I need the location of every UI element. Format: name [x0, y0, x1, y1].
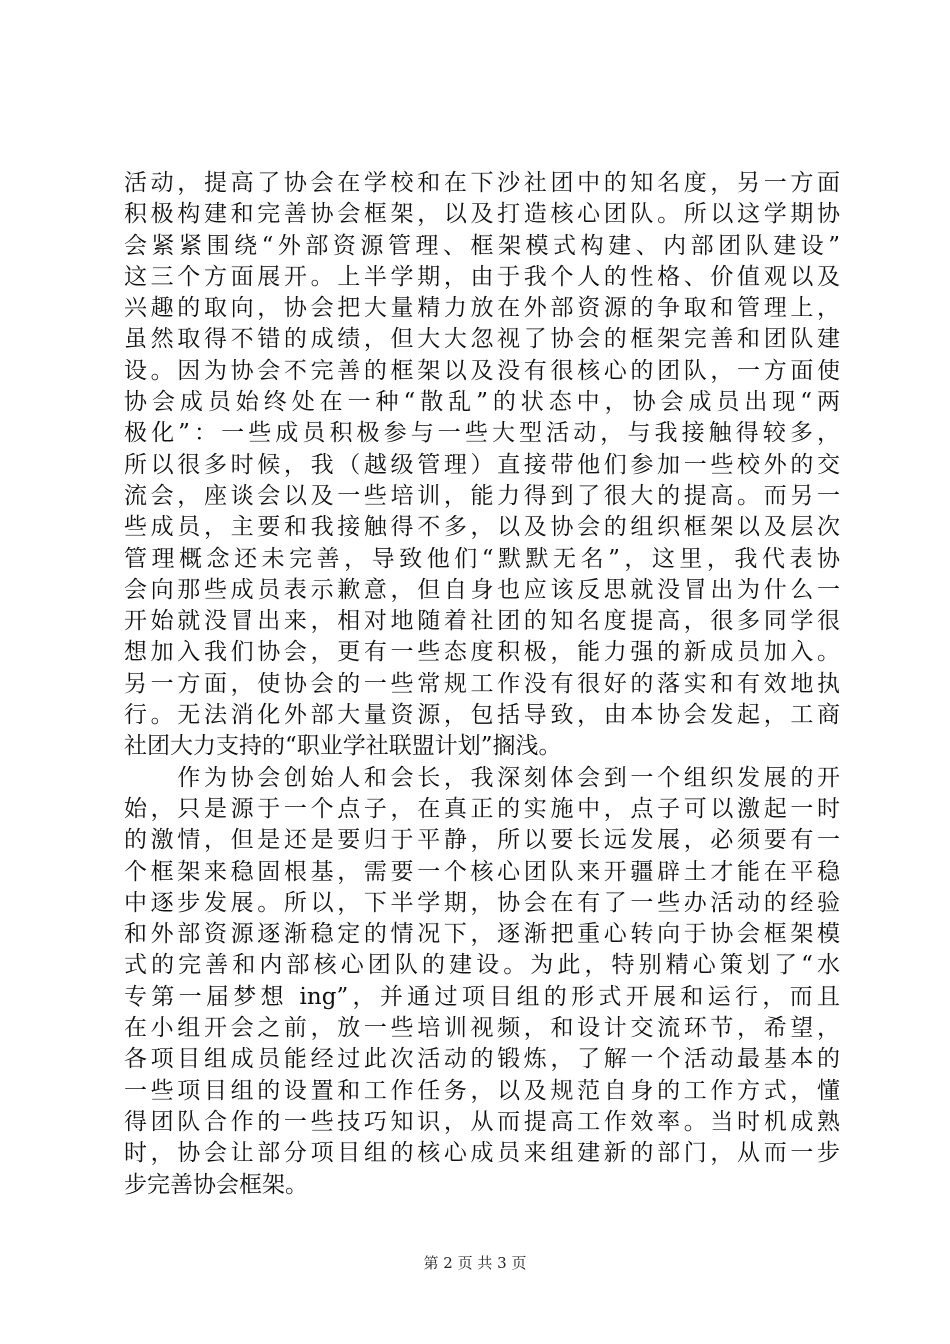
- text-line: 想加入我们协会，更有一些态度积极，能力强的新成员加入。: [124, 639, 840, 666]
- text-line: 的激情，但是还是要归于平静，所以要长远发展，必须要有一: [124, 827, 840, 854]
- text-line: 极化”：一些成员积极参与一些大型活动，与我接触得较多，: [124, 420, 840, 447]
- text-line: 积极构建和完善协会框架，以及打造核心团队。所以这学期协: [124, 201, 840, 228]
- text-line: 在小组开会之前，放一些培训视频，和设计交流环节，希望，: [124, 1015, 840, 1042]
- text-line: 些成员，主要和我接触得不多，以及协会的组织框架以及层次: [124, 514, 840, 541]
- text-line: 开始就没冒出来，相对地随着社团的知名度提高，很多同学很: [124, 608, 840, 635]
- text-line: 设。因为协会不完善的框架以及没有很核心的团队，一方面使: [124, 357, 840, 384]
- text-line: 协会成员始终处在一种“散乱”的状态中，协会成员出现“两: [124, 389, 840, 416]
- text-line: 始，只是源于一个点子，在真正的实施中，点子可以激起一时: [124, 795, 840, 822]
- text-line: 得团队合作的一些技巧知识，从而提高工作效率。当时机成熟: [124, 1108, 840, 1135]
- text-line: 和外部资源逐渐稳定的情况下，逐渐把重心转向于协会框架模: [124, 921, 840, 948]
- text-line: 会向那些成员表示歉意，但自身也应该反思就没冒出为什么一: [124, 576, 840, 603]
- text-line: 步完善协会框架。: [124, 1171, 308, 1198]
- document-body: [124, 168, 840, 1201]
- text-line: 社团大力支持的“职业学社联盟计划”搁浅。: [124, 733, 562, 760]
- text-line: 管理概念还未完善，导致他们“默默无名”，这里，我代表协: [124, 545, 840, 572]
- text-line: 另一方面，使协会的一些常规工作没有很好的落实和有效地执: [124, 670, 840, 697]
- text-line: 各项目组成员能经过此次活动的锻炼，了解一个活动最基本的: [124, 1046, 840, 1073]
- text-line: 中逐步发展。所以，下半学期，协会在有了一些办活动的经验: [124, 889, 840, 916]
- text-line: 作为协会创始人和会长，我深刻体会到一个组织发展的开: [124, 764, 840, 791]
- text-line: 会紧紧围绕“外部资源管理、框架模式构建、内部团队建设”: [124, 232, 840, 259]
- text-line: 活动，提高了协会在学校和在下沙社团中的知名度，另一方面: [124, 170, 840, 196]
- text-line: 式的完善和内部核心团队的建设。为此，特别精心策划了“水: [124, 952, 840, 979]
- text-line: 虽然取得不错的成绩，但大大忽视了协会的框架完善和团队建: [124, 326, 840, 353]
- text-line: 兴趣的取向，协会把大量精力放在外部资源的争取和管理上，: [124, 295, 840, 322]
- text-line: 这三个方面展开。上半学期，由于我个人的性格、价值观以及: [124, 263, 840, 290]
- text-line: 行。无法消化外部大量资源，包括导致，由本协会发起，工商: [124, 702, 840, 729]
- text-line: 个框架来稳固根基，需要一个核心团队来开疆辟土才能在平稳: [124, 858, 840, 885]
- text-line: 流会，座谈会以及一些培训，能力得到了很大的提高。而另一: [124, 482, 840, 509]
- text-line: 一些项目组的设置和工作任务，以及规范自身的工作方式，懂: [124, 1077, 840, 1104]
- text-line: 所以很多时候，我（越级管理）直接带他们参加一些校外的交: [124, 451, 840, 478]
- text-line: 专第一届梦想 ing”，并通过项目组的形式开展和运行，而且: [124, 983, 840, 1010]
- text-line: 时，协会让部分项目组的核心成员来组建新的部门，从而一步: [124, 1140, 840, 1167]
- page-footer: 第 2 页 共 3 页: [423, 1254, 527, 1272]
